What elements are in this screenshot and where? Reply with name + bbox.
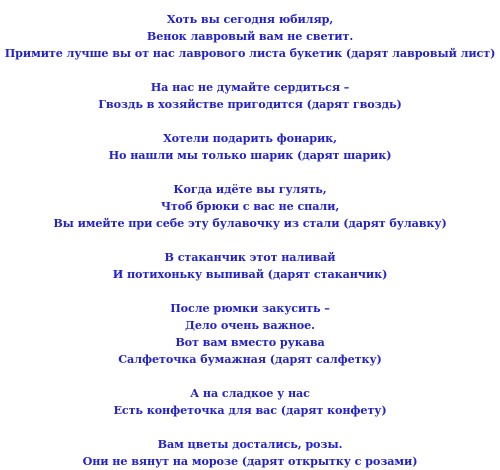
poem-line: После рюмки закусить – (170, 301, 330, 315)
stanza-candy (0, 385, 500, 419)
poem-line: Салфеточка бумажная (дарят салфетку) (118, 352, 382, 366)
poem-line: Вам цветы достались, розы. (157, 437, 343, 451)
stanza-napkin (0, 300, 500, 368)
poem-line: А на сладкое у нас (190, 386, 310, 400)
poem-line: Хоть вы сегодня юбиляр, (166, 12, 334, 26)
poem-line: Чтоб брюки с вас не спали, (160, 199, 340, 213)
poem-line: Но нашли мы только шарик (дарят шарик) (108, 148, 392, 162)
poem-line: Когда идёте вы гулять, (173, 182, 327, 196)
poem-line: Дело очень важное. (185, 318, 315, 332)
poem-line: На нас не думайте сердиться – (150, 80, 350, 94)
poem-line: Венок лавровый вам не светит. (146, 29, 354, 43)
stanza-glass (0, 249, 500, 283)
poem-line: Вот вам вместо рукава (175, 335, 325, 349)
poem-line: И потихоньку выпивай (дарят стаканчик) (112, 267, 388, 281)
poem-line: Они не вянут на морозе (дарят открытку с розами) (82, 454, 418, 468)
stanza-laurel (0, 11, 500, 62)
poem-line: Хотели подарить фонарик, (163, 131, 337, 145)
stanza-pin (0, 181, 500, 232)
stanza-balloon (0, 130, 500, 164)
stanza-nail (0, 79, 500, 113)
poem-line: Вы имейте при себе эту булавочку из стали (дарят булавку) (53, 216, 447, 230)
stanza-roses (0, 436, 500, 470)
poem-line: Есть конфеточка для вас (дарят конфету) (113, 403, 387, 417)
poem-line: Гвоздь в хозяйстве пригодится (дарят гвоздь) (98, 97, 402, 111)
poem-line: Примите лучше вы от нас лаврового листа букетик (дарят лавровый лист) (4, 46, 496, 60)
poem-line: В стаканчик этот наливай (164, 250, 336, 264)
